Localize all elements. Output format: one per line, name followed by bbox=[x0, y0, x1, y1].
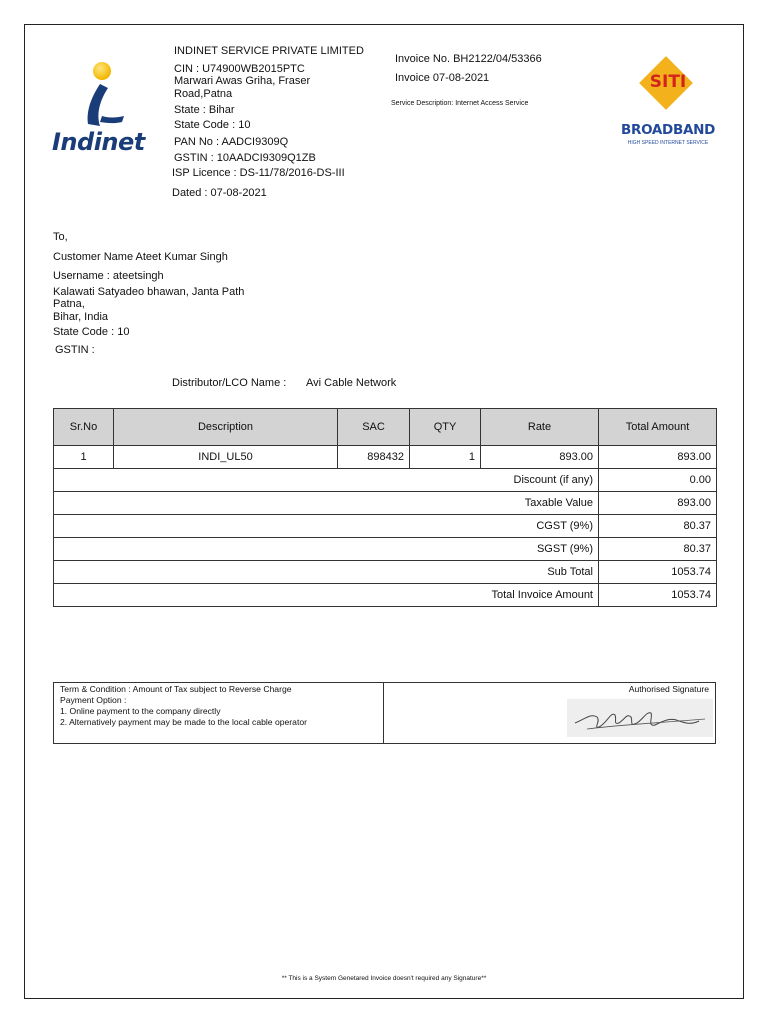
terms-line-4: 2. Alternatively payment may be made to the local cable operator bbox=[60, 717, 307, 727]
customer-address-line3: Bihar, India bbox=[53, 311, 109, 323]
summary-value: 893.00 bbox=[599, 492, 717, 515]
company-name: INDINET SERVICE PRIVATE LIMITED bbox=[174, 45, 364, 57]
summary-label: SGST (9%) bbox=[54, 538, 599, 561]
header-rate: Rate bbox=[481, 409, 599, 446]
footer-note: ** This is a System Genetared Invoice doesn't required any Signature** bbox=[281, 975, 487, 982]
logo-swoosh-icon bbox=[78, 82, 126, 128]
signature-scribble-icon bbox=[567, 699, 713, 737]
distributor-label: Distributor/LCO Name : bbox=[172, 377, 287, 389]
company-pan: PAN No : AADCI9309Q bbox=[174, 136, 289, 148]
service-description: Service Description: Internet Access Service bbox=[391, 100, 529, 107]
invoice-items-table bbox=[53, 408, 717, 607]
company-state-code: State Code : 10 bbox=[174, 119, 251, 131]
customer-username: Username : ateetsingh bbox=[53, 270, 164, 282]
company-gstin: GSTIN : 10AADCI9309Q1ZB bbox=[174, 152, 316, 164]
siti-broadband-logo bbox=[620, 62, 716, 152]
summary-row-discount bbox=[54, 469, 717, 492]
summary-value: 0.00 bbox=[599, 469, 717, 492]
logo-dot-icon bbox=[93, 62, 111, 80]
siti-logo-tagline: HIGH SPEED INTERNET SERVICE bbox=[627, 140, 709, 146]
authorised-signature-label: Authorised Signature bbox=[628, 684, 709, 694]
header-sac: SAC bbox=[338, 409, 410, 446]
siti-logo-text: SITI bbox=[649, 72, 687, 92]
terms-section bbox=[54, 683, 384, 743]
header-total-amount: Total Amount bbox=[599, 409, 717, 446]
invoice-number: Invoice No. BH2122/04/53366 bbox=[395, 53, 542, 65]
cell-sac: 898432 bbox=[338, 446, 410, 469]
customer-address-line1: Kalawati Satyadeo bhawan, Janta Path bbox=[53, 286, 245, 298]
terms-signature-box bbox=[53, 682, 716, 744]
header-description: Description bbox=[114, 409, 338, 446]
signature-image bbox=[567, 699, 713, 737]
summary-row-sub-total bbox=[54, 561, 717, 584]
to-label: To, bbox=[53, 231, 68, 243]
indinet-logo bbox=[52, 62, 160, 158]
summary-label: Total Invoice Amount bbox=[54, 584, 599, 607]
header-sr-no: Sr.No bbox=[54, 409, 114, 446]
customer-state-code: State Code : 10 bbox=[53, 326, 130, 338]
summary-value: 1053.74 bbox=[599, 561, 717, 584]
company-cin: CIN : U74900WB2015PTC bbox=[174, 63, 305, 75]
table-row bbox=[54, 446, 717, 469]
summary-value: 80.37 bbox=[599, 515, 717, 538]
table-header-row bbox=[54, 409, 717, 446]
terms-line-2: Payment Option : bbox=[60, 695, 127, 705]
summary-value: 80.37 bbox=[599, 538, 717, 561]
summary-label: Sub Total bbox=[54, 561, 599, 584]
cell-total: 893.00 bbox=[599, 446, 717, 469]
cell-sr-no: 1 bbox=[54, 446, 114, 469]
terms-line-1: Term & Condition : Amount of Tax subject to Reverse Charge bbox=[60, 684, 292, 694]
summary-label: Discount (if any) bbox=[54, 469, 599, 492]
cell-qty: 1 bbox=[410, 446, 481, 469]
cell-rate: 893.00 bbox=[481, 446, 599, 469]
company-dated: Dated : 07-08-2021 bbox=[172, 187, 267, 199]
customer-name: Customer Name Ateet Kumar Singh bbox=[53, 251, 228, 263]
summary-row-sgst bbox=[54, 538, 717, 561]
company-isp-licence: ISP Licence : DS-11/78/2016-DS-III bbox=[172, 167, 345, 179]
distributor-value: Avi Cable Network bbox=[306, 377, 397, 389]
customer-address-line2: Patna, bbox=[53, 298, 85, 310]
company-address-line1: Marwari Awas Griha, Fraser bbox=[174, 75, 311, 87]
customer-gstin: GSTIN : bbox=[55, 344, 95, 356]
cell-description: INDI_UL50 bbox=[114, 446, 338, 469]
company-state: State : Bihar bbox=[174, 104, 235, 116]
header-qty: QTY bbox=[410, 409, 481, 446]
summary-row-taxable-value bbox=[54, 492, 717, 515]
invoice-date: Invoice 07-08-2021 bbox=[395, 72, 490, 84]
indinet-logo-text: Indinet bbox=[52, 128, 145, 156]
terms-line-3: 1. Online payment to the company directly bbox=[60, 706, 221, 716]
company-address-line2: Road,Patna bbox=[174, 88, 233, 100]
summary-label: CGST (9%) bbox=[54, 515, 599, 538]
siti-logo-subtitle: BROADBAND bbox=[621, 122, 715, 138]
summary-label: Taxable Value bbox=[54, 492, 599, 515]
summary-row-cgst bbox=[54, 515, 717, 538]
summary-value: 1053.74 bbox=[599, 584, 717, 607]
summary-row-total-invoice bbox=[54, 584, 717, 607]
